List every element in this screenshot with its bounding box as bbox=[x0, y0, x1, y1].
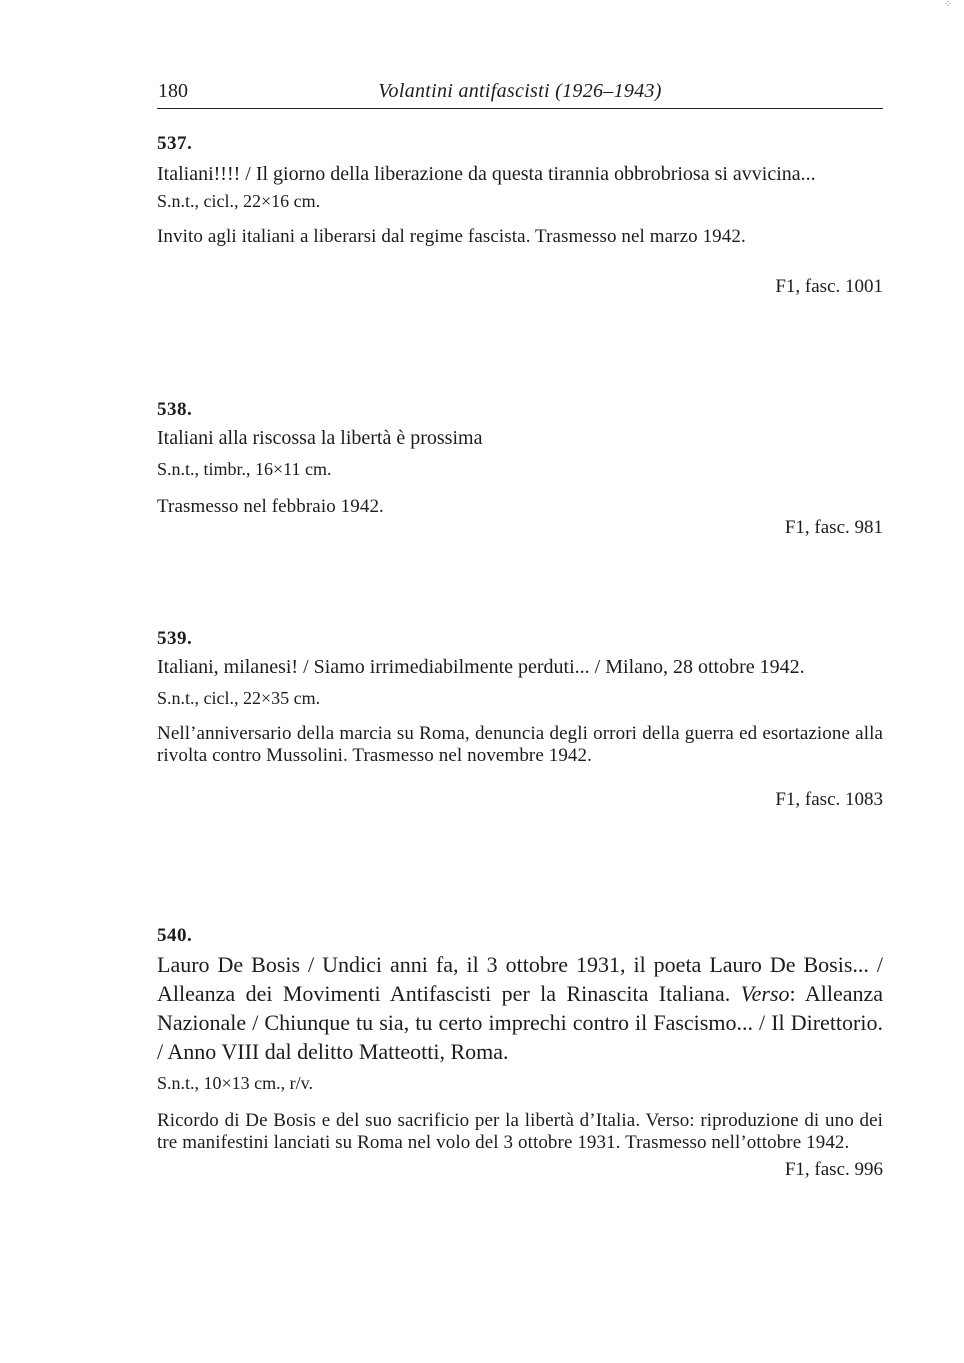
catalog-entry-537 bbox=[157, 130, 883, 299]
entry-title: Italiani!!!! / Il giorno della liberazione da questa tirannia obbrobriosa si avvicina... bbox=[157, 163, 816, 185]
page-number: 180 bbox=[158, 80, 188, 102]
entry-number: 540. bbox=[157, 925, 193, 946]
entry-reference: F1, fasc. 1001 bbox=[775, 276, 883, 297]
catalog-entry-540 bbox=[157, 922, 883, 1182]
entry-title-part2: : Alleanza Nazionale / Chiunque tu sia, tu certo imprechi contro il Fascismo... / Il Direttorio. / Anno VIII dal delitto Matteotti, Roma. bbox=[157, 981, 884, 1064]
entry-number: 539. bbox=[157, 628, 193, 649]
entry-title: Italiani alla riscossa la libertà è prossima bbox=[157, 427, 483, 449]
entry-format: S.n.t., cicl., 22×35 cm. bbox=[157, 688, 321, 708]
entry-format: S.n.t., 10×13 cm., r/v. bbox=[157, 1073, 313, 1093]
entry-description: Invito agli italiani a liberarsi dal regime fascista. Trasmesso nel marzo 1942. bbox=[157, 226, 746, 247]
page-header bbox=[157, 78, 883, 109]
entry-number: 537. bbox=[157, 133, 193, 154]
entry-description: Nell’anniversario della marcia su Roma, denuncia degli orrori della guerra ed esortazione alla rivolta contro Mussolini. Trasmesso nel novembre 1942. bbox=[157, 723, 883, 766]
entry-title bbox=[157, 950, 883, 1066]
entry-format: S.n.t., cicl., 22×16 cm. bbox=[157, 191, 321, 211]
entry-title: Italiani, milanesi! / Siamo irrimediabilmente perduti... / Milano, 28 ottobre 1942. bbox=[157, 656, 805, 678]
entry-title-verso-label: Verso bbox=[740, 981, 790, 1006]
entry-reference: F1, fasc. 981 bbox=[784, 517, 883, 538]
entry-reference: F1, fasc. 1083 bbox=[775, 789, 883, 810]
entry-format: S.n.t., timbr., 16×11 cm. bbox=[157, 459, 332, 479]
scan-artifact-icon: ⁘ bbox=[944, 0, 953, 10]
entry-title-part1: Lauro De Bosis / Undici anni fa, il 3 ottobre 1931, il poeta Lauro De Bosis... / Alleanza dei Movimenti Antifascisti per la Rinascita Italiana. bbox=[157, 952, 883, 1006]
entry-description: Trasmesso nel febbraio 1942. bbox=[157, 496, 384, 517]
entry-description: Ricordo di De Bosis e del suo sacrificio per la libertà d’Italia. Verso: riproduzione di uno dei tre manifestini lanciati su Roma nel volo del 3 ottobre 1931. Trasmesso nell’ottobre 1942. bbox=[157, 1110, 883, 1153]
catalog-entry-538 bbox=[157, 396, 883, 540]
entry-reference: F1, fasc. 996 bbox=[784, 1159, 883, 1180]
entry-number: 538. bbox=[157, 399, 193, 420]
running-title: Volantini antifascisti (1926–1943) bbox=[378, 80, 662, 102]
catalog-entry-539 bbox=[157, 625, 883, 812]
